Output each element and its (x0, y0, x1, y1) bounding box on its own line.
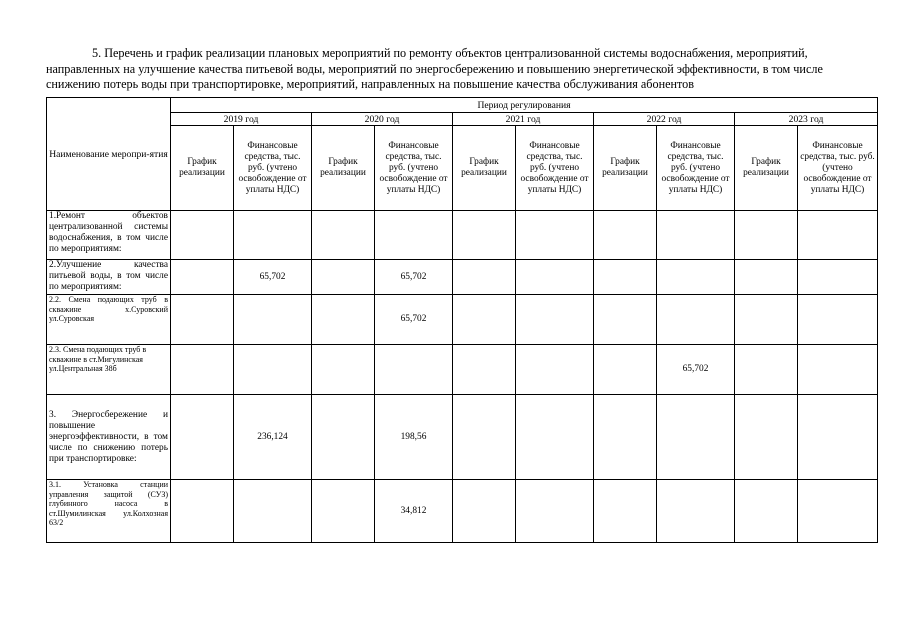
row-name: 2.3. Смена подающих труб в скважине в ст.Мигулинская ул.Центральная 38б (47, 345, 171, 395)
year-header: 2020 год (312, 113, 453, 126)
schedule-cell (171, 480, 234, 543)
schedule-cell (171, 345, 234, 395)
schedule-cell (453, 295, 516, 345)
finance-cell (234, 295, 312, 345)
schedule-cell (312, 211, 375, 260)
schedule-cell (594, 295, 657, 345)
finance-cell (234, 211, 312, 260)
schedule-cell (594, 211, 657, 260)
schedule-cell (171, 260, 234, 295)
measures-table (46, 97, 878, 543)
schedule-cell (735, 345, 798, 395)
year-header: 2023 год (735, 113, 878, 126)
section-heading: 5. Перечень и график реализации плановых мероприятий по ремонту объектов централизованной системы водоснабжения, мероприятий, направленных на улучшение качества питьевой воды, мероприятий по энергосбережению и повышению энергетической эффективности, в том числе снижению потерь воды при транспортировке, мероприятий, направленных на повышение качества обслуживания абонентов (46, 46, 823, 91)
schedule-cell (171, 395, 234, 480)
finance-cell (375, 345, 453, 395)
finance-cell (375, 211, 453, 260)
schedule-cell (312, 345, 375, 395)
finance-cell (657, 260, 735, 295)
schedule-cell (453, 345, 516, 395)
schedule-cell (735, 295, 798, 345)
schedule-cell (735, 395, 798, 480)
finance-cell (798, 260, 878, 295)
finance-cell: 65,702 (375, 295, 453, 345)
finance-cell (516, 260, 594, 295)
sub-header-finance: Финансовые средства, тыс. руб. (учтено освобождение от уплаты НДС) (657, 126, 735, 211)
table-row (47, 345, 878, 395)
sub-header-finance: Финансовые средства, тыс. руб. (учтено освобождение от уплаты НДС) (375, 126, 453, 211)
schedule-cell (594, 480, 657, 543)
finance-cell (657, 295, 735, 345)
schedule-cell (312, 260, 375, 295)
schedule-cell (171, 211, 234, 260)
schedule-cell (594, 345, 657, 395)
row-name: 3.1. Установка станции управления защитой (СУЗ) глубинного насоса в ст.Шумилинская ул.Колхозная 63/2 (47, 480, 171, 543)
sub-header-finance: Финансовые средства, тыс. руб. (учтено освобождение от уплаты НДС) (234, 126, 312, 211)
col-header-name: Наименование меропри-ятия (47, 98, 171, 211)
schedule-cell (453, 211, 516, 260)
schedule-cell (171, 295, 234, 345)
row-name: 2.Улучшение качества питьевой воды, в том числе по мероприятиям: (47, 260, 171, 295)
schedule-cell (312, 295, 375, 345)
finance-cell (798, 345, 878, 395)
finance-cell: 34,812 (375, 480, 453, 543)
table-row (47, 211, 878, 260)
sub-header-schedule: График реализации (735, 126, 798, 211)
finance-cell (798, 395, 878, 480)
table-row (47, 480, 878, 543)
year-header: 2022 год (594, 113, 735, 126)
sub-header-schedule: График реализации (171, 126, 234, 211)
table-row (47, 395, 878, 480)
finance-cell (516, 395, 594, 480)
finance-cell (798, 480, 878, 543)
finance-cell (516, 211, 594, 260)
finance-cell (657, 211, 735, 260)
schedule-cell (735, 480, 798, 543)
schedule-cell (594, 395, 657, 480)
year-header: 2021 год (453, 113, 594, 126)
finance-cell (234, 480, 312, 543)
finance-cell: 65,702 (657, 345, 735, 395)
table-row (47, 295, 878, 345)
finance-cell (516, 295, 594, 345)
finance-cell (657, 395, 735, 480)
row-name: 2.2. Смена подающих труб в скважине х.Суровский ул.Суровская (47, 295, 171, 345)
schedule-cell (735, 260, 798, 295)
row-name: 3. Энергосбережение и повышение энергоэффективности, в том числе по снижению потерь при транспортировке: (47, 395, 171, 480)
finance-cell (516, 480, 594, 543)
sub-header-schedule: График реализации (453, 126, 516, 211)
sub-header-finance: Финансовые средства, тыс. руб. (учтено освобождение от уплаты НДС) (798, 126, 878, 211)
finance-cell: 236,124 (234, 395, 312, 480)
finance-cell (798, 211, 878, 260)
schedule-cell (453, 480, 516, 543)
schedule-cell (735, 211, 798, 260)
finance-cell (516, 345, 594, 395)
schedule-cell (594, 260, 657, 295)
finance-cell: 65,702 (234, 260, 312, 295)
sub-header-schedule: График реализации (312, 126, 375, 211)
sub-header-finance: Финансовые средства, тыс. руб. (учтено освобождение от уплаты НДС) (516, 126, 594, 211)
schedule-cell (453, 395, 516, 480)
finance-cell (234, 345, 312, 395)
schedule-cell (312, 480, 375, 543)
schedule-cell (453, 260, 516, 295)
row-name: 1.Ремонт объектов централизованной системы водоснабжения, в том числе по мероприятиям: (47, 211, 171, 260)
year-header: 2019 год (171, 113, 312, 126)
finance-cell (798, 295, 878, 345)
finance-cell (657, 480, 735, 543)
sub-header-schedule: График реализации (594, 126, 657, 211)
schedule-cell (312, 395, 375, 480)
table-row (47, 260, 878, 295)
finance-cell: 198,56 (375, 395, 453, 480)
period-header: Период регулирования (171, 98, 878, 113)
finance-cell: 65,702 (375, 260, 453, 295)
